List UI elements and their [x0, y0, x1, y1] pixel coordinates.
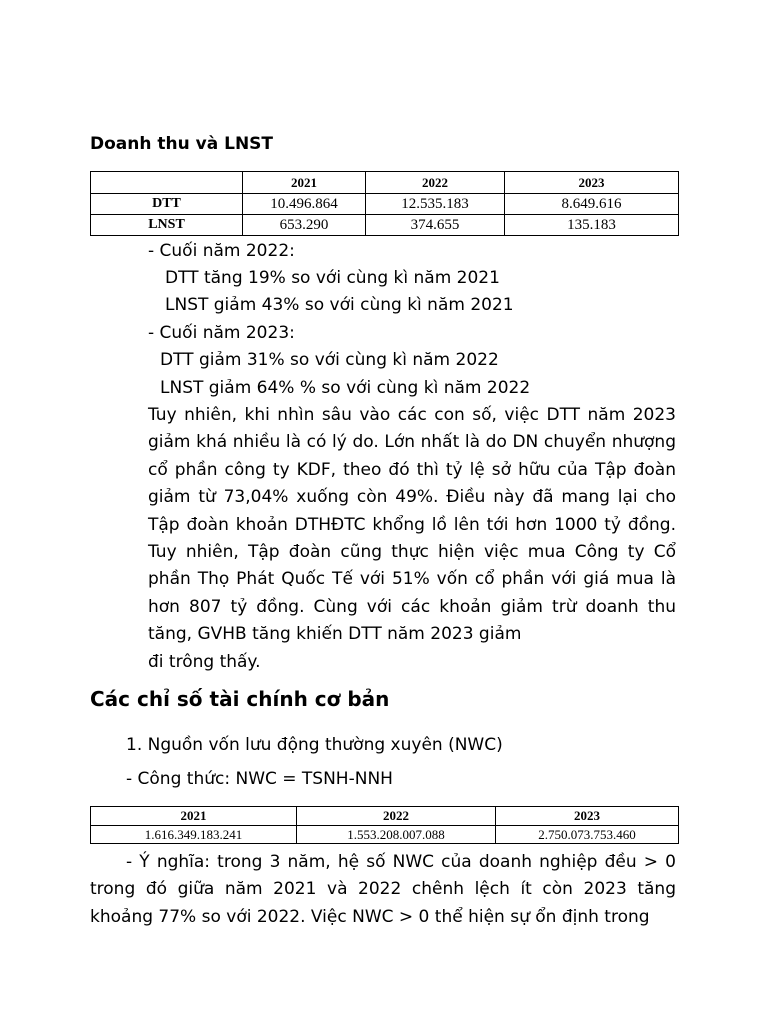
- revenue-table: [90, 171, 679, 236]
- table-header-cell: 2023: [496, 807, 679, 826]
- table-header-cell: 2023: [505, 172, 679, 194]
- table-cell: 8.649.616: [505, 194, 679, 215]
- nwc-table: [90, 806, 679, 844]
- table-row: [91, 826, 679, 844]
- note-line: - Cuối năm 2022:: [148, 241, 295, 261]
- row-label: DTT: [91, 194, 243, 215]
- table-header-cell: 2021: [91, 807, 297, 826]
- table-cell: 12.535.183: [366, 194, 505, 215]
- table-header-cell: 2021: [243, 172, 366, 194]
- table-cell: 2.750.073.753.460: [496, 826, 679, 844]
- table-header-row: [91, 172, 679, 194]
- table-row: [91, 215, 679, 236]
- formula-line: - Công thức: NWC = TSNH-NNH: [126, 769, 393, 789]
- table-cell: 1.553.208.007.088: [297, 826, 496, 844]
- note-line: - Cuối năm 2023:: [148, 323, 295, 343]
- note-line: LNST giảm 43% so với cùng kì năm 2021: [165, 295, 514, 315]
- table-header-cell: [91, 172, 243, 194]
- table-header-cell: 2022: [366, 172, 505, 194]
- table-cell: 10.496.864: [243, 194, 366, 215]
- table-cell: 135.183: [505, 215, 679, 236]
- table-row: [91, 194, 679, 215]
- section-title-financial-ratios: Các chỉ số tài chính cơ bản: [90, 687, 390, 711]
- row-label: LNST: [91, 215, 243, 236]
- meaning-paragraph: - Ý nghĩa: trong 3 năm, hệ số NWC của doanh nghiệp đều > 0 trong đó giữa năm 2021 và 2022 chênh lệch ít còn 2023 tăng khoảng 77% so với 2022. Việc NWC > 0 thể hiện sự ổn định trong: [90, 852, 676, 927]
- analysis-paragraph: [148, 402, 676, 676]
- list-item-nwc: 1. Nguồn vốn lưu động thường xuyên (NWC): [126, 735, 503, 755]
- table-header-row: [91, 807, 679, 826]
- note-line: LNST giảm 64% % so với cùng kì năm 2022: [160, 378, 531, 398]
- analysis-last-line: đi trông thấy.: [148, 651, 261, 672]
- analysis-text: Tuy nhiên, khi nhìn sâu vào các con số, việc DTT năm 2023 giảm khá nhiều là có lý do. Lớn nhất là do DN chuyển nhượng cổ phần công ty KDF, theo đó thì tỷ lệ sở hữu của Tập đoàn giảm từ 73,04% xuống còn 49%. Điều này đã mang lại cho Tập đoàn khoản DTHĐTC khổng lồ lên tới hơn 1000 tỷ đồng. Tuy nhiên, Tập đoàn cũng thực hiện việc mua Công ty Cổ phần Thọ Phát Quốc Tế với 51% vốn cổ phần với giá mua là hơn 807 tỷ đồng. Cùng với các khoản giảm trừ doanh thu tăng, GVHB tăng khiến DTT năm 2023 giảm: [148, 405, 676, 645]
- note-line: DTT tăng 19% so với cùng kì năm 2021: [165, 268, 500, 288]
- table-cell: 1.616.349.183.241: [91, 826, 297, 844]
- table-header-cell: 2022: [297, 807, 496, 826]
- note-line: DTT giảm 31% so với cùng kì năm 2022: [160, 350, 499, 370]
- section-title-revenue: Doanh thu và LNST: [90, 134, 274, 154]
- table-cell: 653.290: [243, 215, 366, 236]
- table-cell: 374.655: [366, 215, 505, 236]
